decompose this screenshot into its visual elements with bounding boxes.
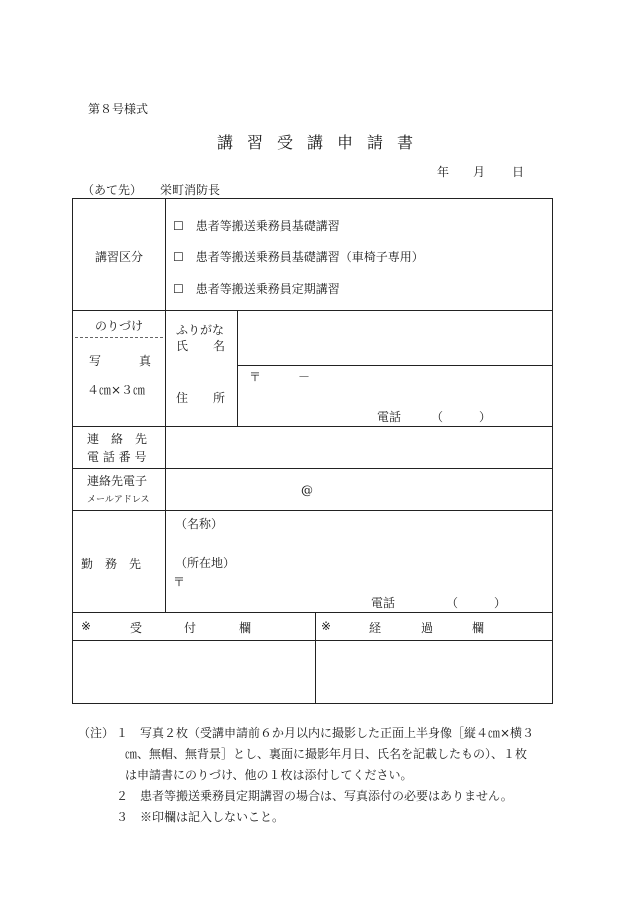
office-column-divider xyxy=(315,612,316,703)
note-text: 写真２枚（受講申請前６か月以内に撮影した正面上半身像［縦４㎝×横３ xyxy=(140,726,535,740)
page-title: 講習受講申請書 xyxy=(216,133,427,152)
row-divider-email xyxy=(73,510,552,511)
applicant-phone-label: 電話 xyxy=(377,410,402,424)
checkbox-icon[interactable]: ☐ xyxy=(173,250,184,264)
photo-paste-label: のりづけ xyxy=(95,319,144,333)
checkbox-icon[interactable]: ☐ xyxy=(173,282,184,296)
application-form xyxy=(72,198,553,704)
contact-phone-label-line1: 連 絡 先 xyxy=(87,432,148,446)
note-number: ２ xyxy=(116,789,129,803)
progress-char-1: 経 xyxy=(369,621,382,635)
date-day-label: 日 xyxy=(512,165,525,179)
contact-phone-label-line2: 電 話 番 号 xyxy=(87,450,147,464)
progress-mark: ※ xyxy=(321,619,332,633)
postal-mark: 〒 xyxy=(249,370,262,384)
photo-label-b: 真 xyxy=(139,354,152,368)
name-label-b: 名 xyxy=(213,339,226,353)
reception-char-3: 欄 xyxy=(239,621,252,635)
row-divider-office-header xyxy=(73,640,552,641)
progress-char-3: 欄 xyxy=(472,621,485,635)
progress-char-2: 過 xyxy=(421,621,434,635)
reception-mark: ※ xyxy=(81,619,92,633)
row-divider-employer xyxy=(73,612,552,613)
notes xyxy=(78,723,558,828)
contact-email-label-line1: 連絡先電子 xyxy=(87,474,148,488)
note-text: ※印欄は記入しないこと。 xyxy=(140,810,285,824)
course-label: 講習区分 xyxy=(95,250,144,264)
date-year-label: 年 xyxy=(437,165,450,179)
employer-label: 勤 務 先 xyxy=(81,557,142,571)
photo-size: ４㎝×３㎝ xyxy=(87,383,146,397)
employer-phone-label: 電話 xyxy=(371,596,396,610)
employer-location-label: （所在地） xyxy=(175,556,236,570)
postal-dash: － xyxy=(298,370,311,384)
email-at-sign: @ xyxy=(301,483,313,497)
furigana-label: ふりがな xyxy=(176,323,225,337)
row-divider-address xyxy=(73,426,552,427)
address-label-b: 所 xyxy=(213,391,226,405)
note-text: は申請書にのりづけ、他の１枚は添付してください。 xyxy=(125,768,413,782)
contact-email-label-line2: メールアドレス xyxy=(87,495,150,505)
note-text: ㎝、無帽、無背景］とし、裏面に撮影年月日、氏名を記載したもの）、１枚 xyxy=(125,747,528,761)
row-divider-course xyxy=(73,310,552,311)
note-text: 患者等搬送乗務員定期講習の場合は、写真添付の必要はありません。 xyxy=(140,789,513,803)
row-divider-name xyxy=(238,365,552,366)
reception-char-2: 付 xyxy=(184,621,197,635)
employer-postal-mark: 〒 xyxy=(173,575,186,589)
checkbox-icon[interactable]: ☐ xyxy=(173,219,184,233)
addressee-label: （あて先） xyxy=(82,183,143,197)
photo-label-a: 写 xyxy=(89,354,102,368)
address-label-a: 住 xyxy=(176,391,189,405)
paste-divider xyxy=(75,337,163,338)
row-divider-contact xyxy=(73,468,552,469)
addressee-name: 栄町消防長 xyxy=(160,183,221,197)
form-number: 第８号様式 xyxy=(88,102,149,116)
course-option-wheelchair[interactable] xyxy=(173,248,424,265)
note-number: １ xyxy=(116,726,129,740)
date-month-label: 月 xyxy=(473,165,486,179)
notes-label: （注） xyxy=(78,726,115,740)
label-column-divider xyxy=(165,199,166,612)
course-option-label: 患者等搬送乗務員定期講習 xyxy=(195,282,340,296)
course-option-label: 患者等搬送乗務員基礎講習 xyxy=(195,219,340,233)
applicant-phone-parens: （ ） xyxy=(431,410,492,424)
course-option-periodic[interactable] xyxy=(173,280,340,297)
employer-phone-parens: （ ） xyxy=(446,596,507,610)
course-option-label: 患者等搬送乗務員基礎講習（車椅子専用） xyxy=(195,250,424,264)
reception-char-1: 受 xyxy=(130,621,143,635)
note-number: ３ xyxy=(116,810,129,824)
addressee xyxy=(82,181,220,198)
course-option-basic[interactable] xyxy=(173,217,340,234)
name-label-a: 氏 xyxy=(176,339,189,353)
applicant-column-divider xyxy=(237,310,238,426)
employer-name-label: （名称） xyxy=(175,517,224,531)
